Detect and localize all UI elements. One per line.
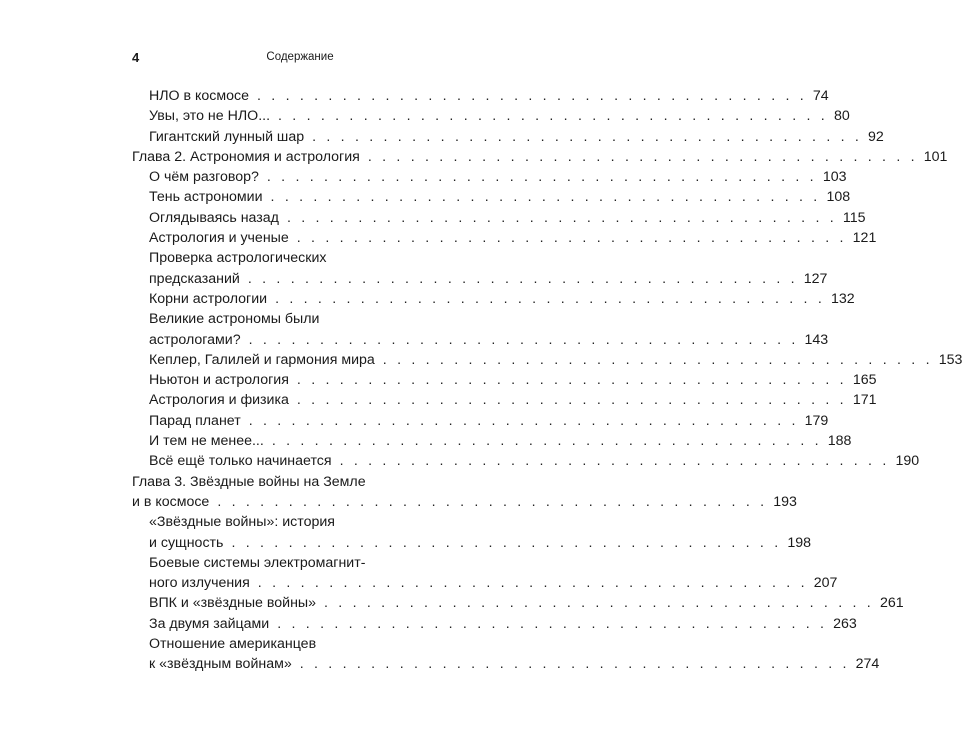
toc-entry-line xyxy=(149,654,880,674)
toc-page-number: 179 xyxy=(804,412,829,429)
dot-leader: . . . . . . . . . . . . . . . . . . . . . . . . . . . . . . . . . . . . . . . xyxy=(278,108,828,125)
toc-entry-line xyxy=(149,431,852,451)
toc-entry-title: «Звёздные войны»: история xyxy=(149,514,335,531)
dot-leader: . . . . . . . . . . . . . . . . . . . . . . . . . . . . . . . . . . . . . . . xyxy=(367,148,918,165)
toc-section-entry[interactable] xyxy=(132,167,847,187)
toc-page-number: 193 xyxy=(773,493,797,510)
toc-entry-title: Глава 3. Звёздные войны на Земле xyxy=(132,473,366,490)
toc-entry-line xyxy=(149,614,857,634)
dot-leader: . . . . . . . . . . . . . . . . . . . . . . . . . . . . . . . . . . . . . . . xyxy=(266,169,817,186)
toc-entry-title: Увы, это не НЛО... xyxy=(149,108,271,125)
toc-page-number: 74 xyxy=(812,88,829,104)
toc-section-entry[interactable] xyxy=(132,86,829,106)
toc-entry-line xyxy=(132,147,948,167)
toc-entry-title: Боевые системы электромагнит- xyxy=(149,554,366,571)
toc-entry-title: Гигантский лунный шар xyxy=(149,128,305,145)
toc-section-entry[interactable] xyxy=(132,614,857,634)
toc-page-number: 207 xyxy=(813,575,838,592)
toc-page-number: 274 xyxy=(855,656,880,673)
toc-section-entry[interactable] xyxy=(132,593,904,613)
toc-section-entry[interactable] xyxy=(132,187,851,207)
dot-leader: . . . . . . . . . . . . . . . . . . . . . . . . . . . . . . . . . . . . . . . xyxy=(257,88,807,104)
dot-leader: . . . . . . . . . . . . . . . . . . . . . . . . . . . . . . . . . . . . . . . xyxy=(296,392,847,409)
toc-section-entry[interactable] xyxy=(132,106,850,126)
toc-section-entry[interactable] xyxy=(132,411,829,431)
toc-section-entry[interactable] xyxy=(132,634,880,675)
toc-entry-line xyxy=(149,512,468,532)
toc-entry-title: Тень астрономии xyxy=(149,189,263,206)
toc-page-number: 153 xyxy=(938,351,962,368)
dot-leader: . . . . . . . . . . . . . . . . . . . . . . . . . . . . . . . . . . . . . . . xyxy=(270,189,821,206)
toc-entry-line xyxy=(149,86,829,106)
dot-leader: . . . . . . . . . . . . . . . . . . . . . . . . . . . . . . . . . . . . . . . xyxy=(271,433,822,450)
toc-page-number: 80 xyxy=(833,108,850,125)
toc-entry-line xyxy=(149,127,884,147)
toc-section-entry[interactable] xyxy=(132,350,962,370)
toc-section-entry[interactable] xyxy=(132,248,828,289)
toc-entry-line xyxy=(149,553,468,573)
dot-leader: . . . . . . . . . . . . . . . . . . . . . . . . . . . . . . . . . . . . . . . xyxy=(275,290,825,307)
dot-leader: . . . . . . . . . . . . . . . . . . . . . . . . . . . . . . . . . . . . . . . xyxy=(231,534,782,551)
toc-page-number: 198 xyxy=(787,534,812,551)
toc-page-number: 103 xyxy=(822,169,847,186)
toc-entry-title: За двумя зайцами xyxy=(149,615,270,632)
toc-entry-line xyxy=(149,390,877,410)
toc-entry-title: и в космосе xyxy=(132,493,210,510)
dot-leader: . . . . . . . . . . . . . . . . . . . . . . . . . . . . . . . . . . . . . . . xyxy=(248,412,799,429)
toc-page-number: 115 xyxy=(842,209,866,226)
toc-entry-title: ного излучения xyxy=(149,575,250,592)
toc-entry-line xyxy=(149,411,829,431)
toc-section-entry[interactable] xyxy=(132,553,838,594)
toc-entry-title: Астрология и физика xyxy=(149,392,289,409)
toc-entry-title: Проверка астрологических xyxy=(149,250,327,267)
dot-leader: . . . . . . . . . . . . . . . . . . . . . . . . . . . . . . . . . . . . . . . xyxy=(277,615,828,632)
toc-page-number: 188 xyxy=(827,433,852,450)
table-of-contents xyxy=(132,86,962,675)
running-title: Содержание xyxy=(266,51,334,63)
toc-page-number: 165 xyxy=(852,372,877,389)
dot-leader: . . . . . . . . . . . . . . . . . . . . . . . . . . . . . . . . . . . . . . . xyxy=(339,453,890,470)
toc-entry-line xyxy=(132,472,468,492)
toc-entry-line xyxy=(149,451,920,471)
toc-entry-title: О чём разговор? xyxy=(149,169,259,186)
toc-entry-title: Глава 2. Астрономия и астрология xyxy=(132,148,360,165)
dot-leader: . . . . . . . . . . . . . . . . . . . . . . . . . . . . . . . . . . . . . . . xyxy=(296,230,847,247)
toc-entry-line xyxy=(149,350,962,370)
toc-entry-title: Кеплер, Галилей и гармония мира xyxy=(149,351,375,368)
toc-section-entry[interactable] xyxy=(132,309,829,350)
toc-section-entry[interactable] xyxy=(132,289,855,309)
toc-page-number: 108 xyxy=(826,189,851,206)
toc-entry-line xyxy=(149,533,812,553)
toc-entry-title: и сущность xyxy=(149,534,224,551)
toc-entry-line xyxy=(149,248,468,268)
toc-section-entry[interactable] xyxy=(132,390,877,410)
toc-section-entry[interactable] xyxy=(132,208,866,228)
toc-page-number: 143 xyxy=(804,331,829,348)
toc-entry-line xyxy=(149,289,855,309)
toc-entry-title: Отношение американцев xyxy=(149,636,317,653)
toc-section-entry[interactable] xyxy=(132,370,877,390)
toc-entry-title: Всё ещё только начинается xyxy=(149,453,332,470)
toc-section-entry[interactable] xyxy=(132,512,812,553)
toc-entry-line xyxy=(149,309,468,329)
toc-page-number: 190 xyxy=(895,453,920,470)
toc-entry-line xyxy=(149,167,847,187)
toc-page-number: 101 xyxy=(923,148,948,165)
toc-entry-title: к «звёздным войнам» xyxy=(149,656,292,673)
toc-entry-line xyxy=(149,370,877,390)
toc-entry-line xyxy=(149,208,866,228)
dot-leader: . . . . . . . . . . . . . . . . . . . . . . . . . . . . . . . . . . . . . . . xyxy=(382,351,933,368)
toc-entry-line xyxy=(149,573,838,593)
toc-entry-line xyxy=(149,330,829,350)
toc-section-entry[interactable] xyxy=(132,228,877,248)
dot-leader: . . . . . . . . . . . . . . . . . . . . . . . . . . . . . . . . . . . . . . . xyxy=(299,656,850,673)
toc-entry-title: Ньютон и астрология xyxy=(149,372,289,389)
dot-leader: . . . . . . . . . . . . . . . . . . . . . . . . . . . . . . . . . . . . . . . xyxy=(296,372,847,389)
toc-entry-title: ВПК и «звёздные войны» xyxy=(149,595,317,612)
toc-entry-title: Парад планет xyxy=(149,412,241,429)
dot-leader: . . . . . . . . . . . . . . . . . . . . . . . . . . . . . . . . . . . . . . . xyxy=(217,493,768,510)
toc-entry-line xyxy=(149,106,850,126)
toc-entry-title: Астрология и ученые xyxy=(149,230,289,247)
toc-entry-line xyxy=(149,187,851,207)
dot-leader: . . . . . . . . . . . . . . . . . . . . . . . . . . . . . . . . . . . . . . . xyxy=(247,270,798,287)
toc-chapter-entry[interactable] xyxy=(132,472,797,513)
dot-leader: . . . . . . . . . . . . . . . . . . . . . . . . . . . . . . . . . . . . . . . xyxy=(312,128,863,145)
toc-entry-line xyxy=(149,269,828,289)
toc-section-entry[interactable] xyxy=(132,127,884,147)
toc-entry-line xyxy=(132,492,797,512)
toc-entry-title: НЛО в космосе xyxy=(149,88,249,104)
toc-page-number: 171 xyxy=(852,392,877,409)
toc-page-number: 261 xyxy=(879,595,904,612)
toc-entry-title: астрологами? xyxy=(149,331,241,348)
toc-entry-line xyxy=(149,228,877,248)
page-number: 4 xyxy=(132,50,140,65)
dot-leader: . . . . . . . . . . . . . . . . . . . . . . . . . . . . . . . . . . . . . . . xyxy=(248,331,799,348)
toc-entry-line xyxy=(149,634,468,654)
toc-page-number: 127 xyxy=(803,270,828,287)
toc-page-number: 121 xyxy=(852,230,877,247)
toc-page-number: 263 xyxy=(833,615,857,632)
dot-leader: . . . . . . . . . . . . . . . . . . . . . . . . . . . . . . . . . . . . . . . xyxy=(257,575,808,592)
toc-page-number: 132 xyxy=(830,290,855,307)
toc-entry-title: Великие астрономы были xyxy=(149,311,320,328)
dot-leader: . . . . . . . . . . . . . . . . . . . . . . . . . . . . . . . . . . . . . . . xyxy=(324,595,874,612)
toc-entry-title: Корни астрологии xyxy=(149,290,268,307)
toc-section-entry[interactable] xyxy=(132,431,852,451)
dot-leader: . . . . . . . . . . . . . . . . . . . . . . . . . . . . . . . . . . . . . . . xyxy=(286,209,837,226)
toc-entry-title: Оглядываясь назад xyxy=(149,209,279,226)
toc-entry-title: И тем не менее... xyxy=(149,433,264,450)
toc-section-entry[interactable] xyxy=(132,451,920,471)
toc-chapter-entry[interactable] xyxy=(132,147,948,167)
toc-page-number: 92 xyxy=(868,128,884,145)
toc-entry-title: предсказаний xyxy=(149,270,240,287)
toc-entry-line xyxy=(149,593,904,613)
